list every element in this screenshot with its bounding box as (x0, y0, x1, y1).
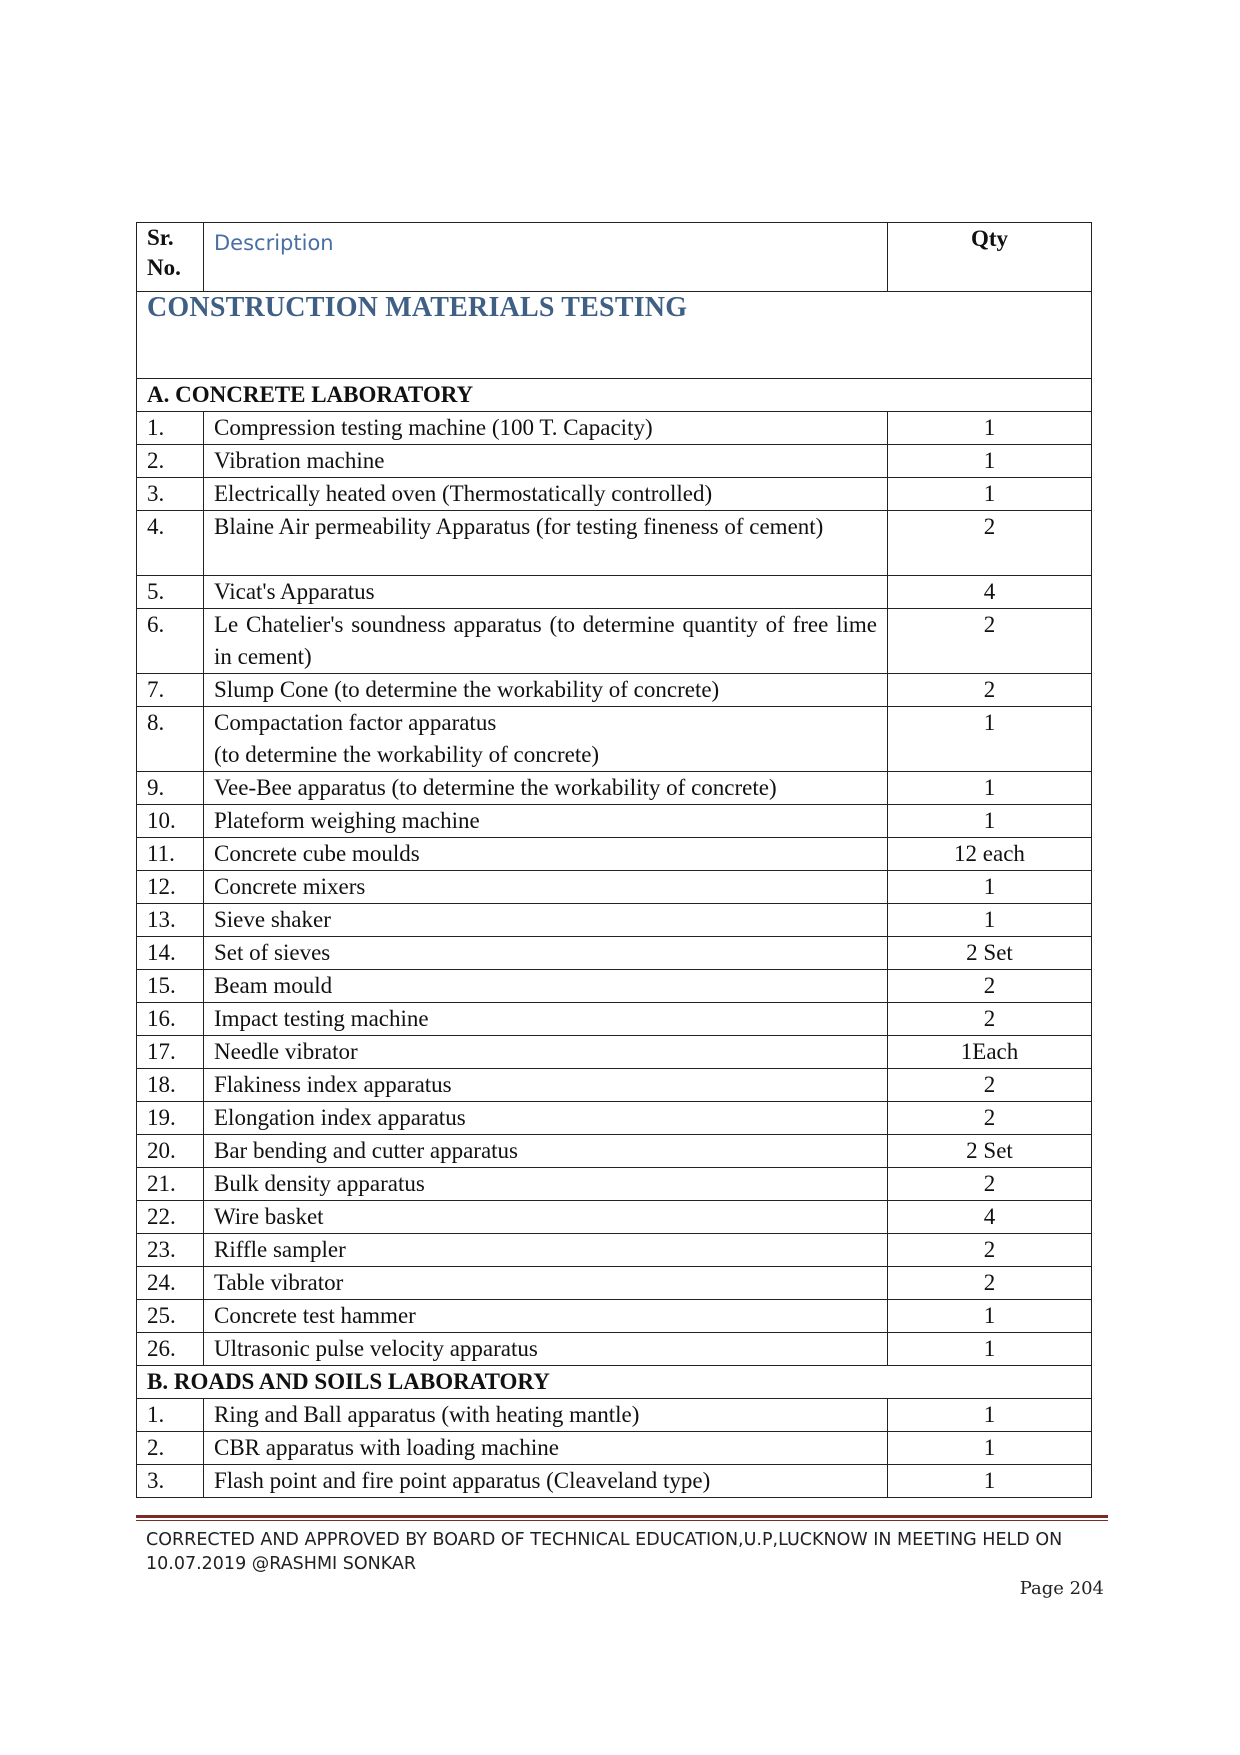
row-number: 21. (137, 1168, 204, 1201)
row-number: 16. (137, 1003, 204, 1036)
header-qty: Qty (888, 223, 1092, 292)
table-row (137, 871, 1092, 904)
row-description: Flakiness index apparatus (204, 1069, 888, 1102)
row-number: 20. (137, 1135, 204, 1168)
footer-line-2: 10.07.2019 @RASHMI SONKAR (146, 1554, 417, 1574)
table-row (137, 1399, 1092, 1432)
table-row (137, 1036, 1092, 1069)
table-row (137, 576, 1092, 609)
table-row (137, 805, 1092, 838)
table-row (137, 1069, 1092, 1102)
table-row (137, 1267, 1092, 1300)
row-qty: 2 (888, 511, 1092, 576)
row-qty: 1 (888, 772, 1092, 805)
table-row (137, 772, 1092, 805)
row-qty: 2 (888, 609, 1092, 674)
row-description: Vibration machine (204, 445, 888, 478)
row-number: 23. (137, 1234, 204, 1267)
row-qty: 1 (888, 1300, 1092, 1333)
row-description: Bulk density apparatus (204, 1168, 888, 1201)
row-qty: 2 (888, 1234, 1092, 1267)
table-row (137, 1465, 1092, 1498)
row-description: Impact testing machine (204, 1003, 888, 1036)
table-row (137, 1333, 1092, 1366)
row-description: Plateform weighing machine (204, 805, 888, 838)
row-description (204, 707, 888, 772)
row-number: 26. (137, 1333, 204, 1366)
row-description-line2: (to determine the workability of concrete) (214, 742, 600, 767)
row-qty: 2 (888, 1003, 1092, 1036)
row-description: Beam mould (204, 970, 888, 1003)
subsection-a-title: A. CONCRETE LABORATORY (137, 379, 1092, 412)
row-number: 2. (137, 445, 204, 478)
table-row (137, 609, 1092, 674)
page-number: Page 204 (1019, 1578, 1104, 1599)
equipment-table (136, 222, 1092, 1498)
row-qty: 1 (888, 805, 1092, 838)
row-number: 19. (137, 1102, 204, 1135)
header-description: Description (204, 223, 888, 292)
section-title: CONSTRUCTION MATERIALS TESTING (147, 292, 688, 323)
table-header-row (137, 223, 1092, 292)
header-sr-no (137, 223, 204, 292)
row-qty: 1 (888, 1465, 1092, 1498)
table-row (137, 707, 1092, 772)
table-row (137, 1432, 1092, 1465)
row-qty: 1 (888, 445, 1092, 478)
row-qty: 2 (888, 1102, 1092, 1135)
row-description: Table vibrator (204, 1267, 888, 1300)
table-row (137, 412, 1092, 445)
table-row (137, 904, 1092, 937)
row-qty: 1 (888, 412, 1092, 445)
row-description: Elongation index apparatus (204, 1102, 888, 1135)
row-number: 18. (137, 1069, 204, 1102)
row-description: Sieve shaker (204, 904, 888, 937)
row-number: 11. (137, 838, 204, 871)
table-row (137, 511, 1092, 576)
row-qty: 4 (888, 576, 1092, 609)
row-number: 10. (137, 805, 204, 838)
row-number: 22. (137, 1201, 204, 1234)
table-row (137, 937, 1092, 970)
row-qty: 2 (888, 674, 1092, 707)
row-qty: 1 (888, 478, 1092, 511)
row-qty: 1 (888, 1432, 1092, 1465)
row-number: 13. (137, 904, 204, 937)
subsection-b-title: B. ROADS AND SOILS LABORATORY (137, 1366, 1092, 1399)
row-number: 1. (137, 1399, 204, 1432)
row-number: 3. (137, 478, 204, 511)
footer-note (146, 1528, 1106, 1576)
row-description: CBR apparatus with loading machine (204, 1432, 888, 1465)
row-description: Concrete test hammer (204, 1300, 888, 1333)
section-title-row (137, 292, 1092, 379)
row-description: Ultrasonic pulse velocity apparatus (204, 1333, 888, 1366)
row-number: 9. (137, 772, 204, 805)
table-row (137, 1102, 1092, 1135)
row-description: Compression testing machine (100 T. Capacity) (204, 412, 888, 445)
row-number: 7. (137, 674, 204, 707)
footer-rule-thick (136, 1515, 1108, 1518)
row-number: 24. (137, 1267, 204, 1300)
table-row (137, 1234, 1092, 1267)
row-qty: 2 (888, 1168, 1092, 1201)
subsection-b-row (137, 1366, 1092, 1399)
row-number: 6. (137, 609, 204, 674)
row-description: Electrically heated oven (Thermostatically controlled) (204, 478, 888, 511)
row-description: Blaine Air permeability Apparatus (for testing fineness of cement) (204, 511, 888, 576)
row-number: 17. (137, 1036, 204, 1069)
row-description: Vee-Bee apparatus (to determine the workability of concrete) (204, 772, 888, 805)
row-qty: 12 each (888, 838, 1092, 871)
footer-rule-thin (136, 1520, 1108, 1521)
row-description: Flash point and fire point apparatus (Cleaveland type) (204, 1465, 888, 1498)
row-number: 8. (137, 707, 204, 772)
row-description: Bar bending and cutter apparatus (204, 1135, 888, 1168)
row-number: 15. (137, 970, 204, 1003)
row-number: 4. (137, 511, 204, 576)
row-qty: 2 (888, 970, 1092, 1003)
row-description: Set of sieves (204, 937, 888, 970)
row-qty: 4 (888, 1201, 1092, 1234)
row-qty: 1Each (888, 1036, 1092, 1069)
row-number: 2. (137, 1432, 204, 1465)
table-row (137, 1135, 1092, 1168)
row-number: 5. (137, 576, 204, 609)
row-description: Concrete cube moulds (204, 838, 888, 871)
row-description: Le Chatelier's soundness apparatus (to determine quantity of free lime in cement) (204, 609, 888, 674)
row-description: Riffle sampler (204, 1234, 888, 1267)
row-qty: 1 (888, 1399, 1092, 1432)
row-qty: 2 (888, 1267, 1092, 1300)
row-number: 1. (137, 412, 204, 445)
table-row (137, 478, 1092, 511)
row-qty: 1 (888, 1333, 1092, 1366)
row-description: Needle vibrator (204, 1036, 888, 1069)
header-sr-line1: Sr. (147, 225, 174, 250)
row-number: 12. (137, 871, 204, 904)
row-description-line1: Compactation factor apparatus (214, 710, 497, 735)
row-qty: 1 (888, 871, 1092, 904)
subsection-a-row (137, 379, 1092, 412)
row-qty: 2 Set (888, 1135, 1092, 1168)
row-qty: 2 Set (888, 937, 1092, 970)
row-qty: 1 (888, 707, 1092, 772)
row-qty: 2 (888, 1069, 1092, 1102)
table-row (137, 1201, 1092, 1234)
row-number: 14. (137, 937, 204, 970)
table-row (137, 838, 1092, 871)
table-row (137, 970, 1092, 1003)
row-description: Wire basket (204, 1201, 888, 1234)
table-row (137, 674, 1092, 707)
table-row (137, 1003, 1092, 1036)
table-row (137, 1300, 1092, 1333)
row-number: 3. (137, 1465, 204, 1498)
row-qty: 1 (888, 904, 1092, 937)
table-row (137, 1168, 1092, 1201)
row-description: Slump Cone (to determine the workability of concrete) (204, 674, 888, 707)
row-description: Ring and Ball apparatus (with heating mantle) (204, 1399, 888, 1432)
row-description: Vicat's Apparatus (204, 576, 888, 609)
footer-line-1: CORRECTED AND APPROVED BY BOARD OF TECHNICAL EDUCATION,U.P,LUCKNOW IN MEETING HELD ON (146, 1530, 1063, 1550)
row-description: Concrete mixers (204, 871, 888, 904)
row-number: 25. (137, 1300, 204, 1333)
table-row (137, 445, 1092, 478)
header-sr-line2: No. (147, 255, 181, 280)
